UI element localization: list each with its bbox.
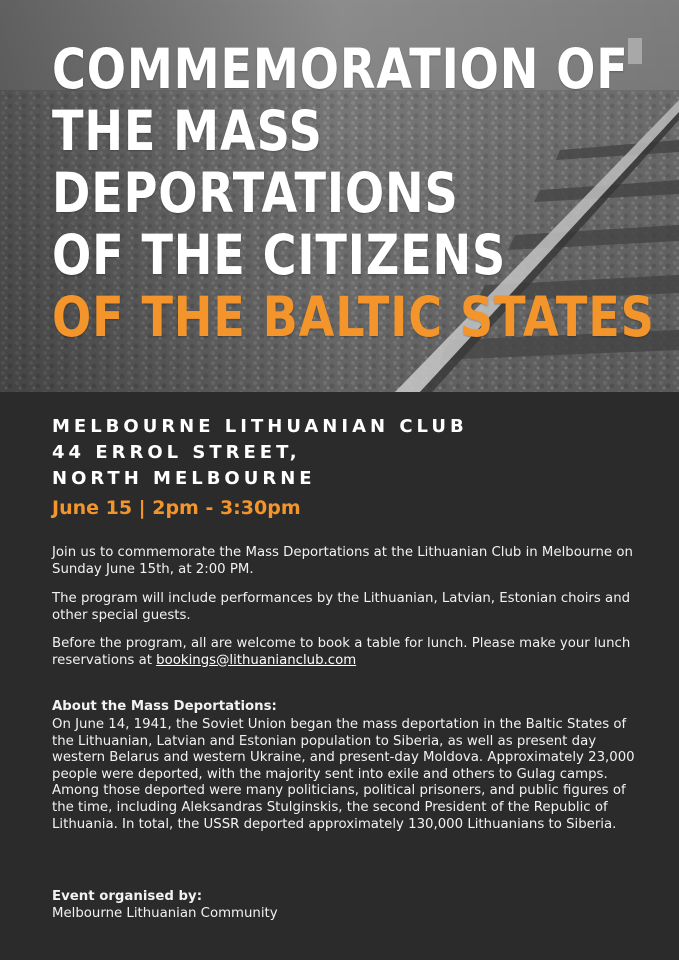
lunch-paragraph <box>52 636 642 669</box>
organiser-name: Melbourne Lithuanian Community <box>52 906 278 921</box>
poster-title <box>52 38 679 348</box>
title-line-1: COMMEMORATION OF <box>52 37 629 101</box>
title-line-3: DEPORTATIONS <box>52 161 459 225</box>
about-paragraph: On June 14, 1941, the Soviet Union began the mass deportation in the Baltic States of the Lithuanian, Latvian and Estonian population to Siberia, as well as present day western Belarus and western Ukraine, and present-day Moldova. Approximately 23,000 people were deported, with the majority sent into exile and others to Gulag camps. Among those deported were many politicians, political prisoners, and public figures of the time, including Aleksandras Stulginskis, the second President of the Republic of Lithuania. In total, the USSR deported approximately 130,000 Lithuanians to Siberia. <box>52 717 635 832</box>
organiser-heading: Event organised by: <box>52 889 203 904</box>
about-heading: About the Mass Deportations: <box>52 699 277 714</box>
venue-address <box>52 414 468 492</box>
venue-name: MELBOURNE LITHUANIAN CLUB <box>52 416 468 437</box>
program-paragraph: The program will include performances by the Lithuanian, Latvian, Estonian choirs and other special guests. <box>52 591 631 623</box>
lunch-text: Before the program, all are welcome to book a table for lunch. Please make your lunch reservations at <box>52 636 631 668</box>
title-accent-line: OF THE BALTIC STATES <box>52 285 655 349</box>
booking-email-link[interactable]: bookings@lithuanianclub.com <box>156 652 357 668</box>
venue-street: 44 ERROL STREET, <box>52 442 301 463</box>
title-line-4: OF THE CITIZENS <box>52 223 507 287</box>
hero-photo <box>0 0 679 392</box>
intro-paragraph: Join us to commemorate the Mass Deportations at the Lithuanian Club in Melbourne on Sunday June 15th, at 2:00 PM. <box>52 545 633 577</box>
title-line-2: THE MASS <box>52 99 323 163</box>
event-date-time: June 15 | 2pm - 3:30pm <box>52 497 301 519</box>
venue-suburb: NORTH MELBOURNE <box>52 468 316 489</box>
